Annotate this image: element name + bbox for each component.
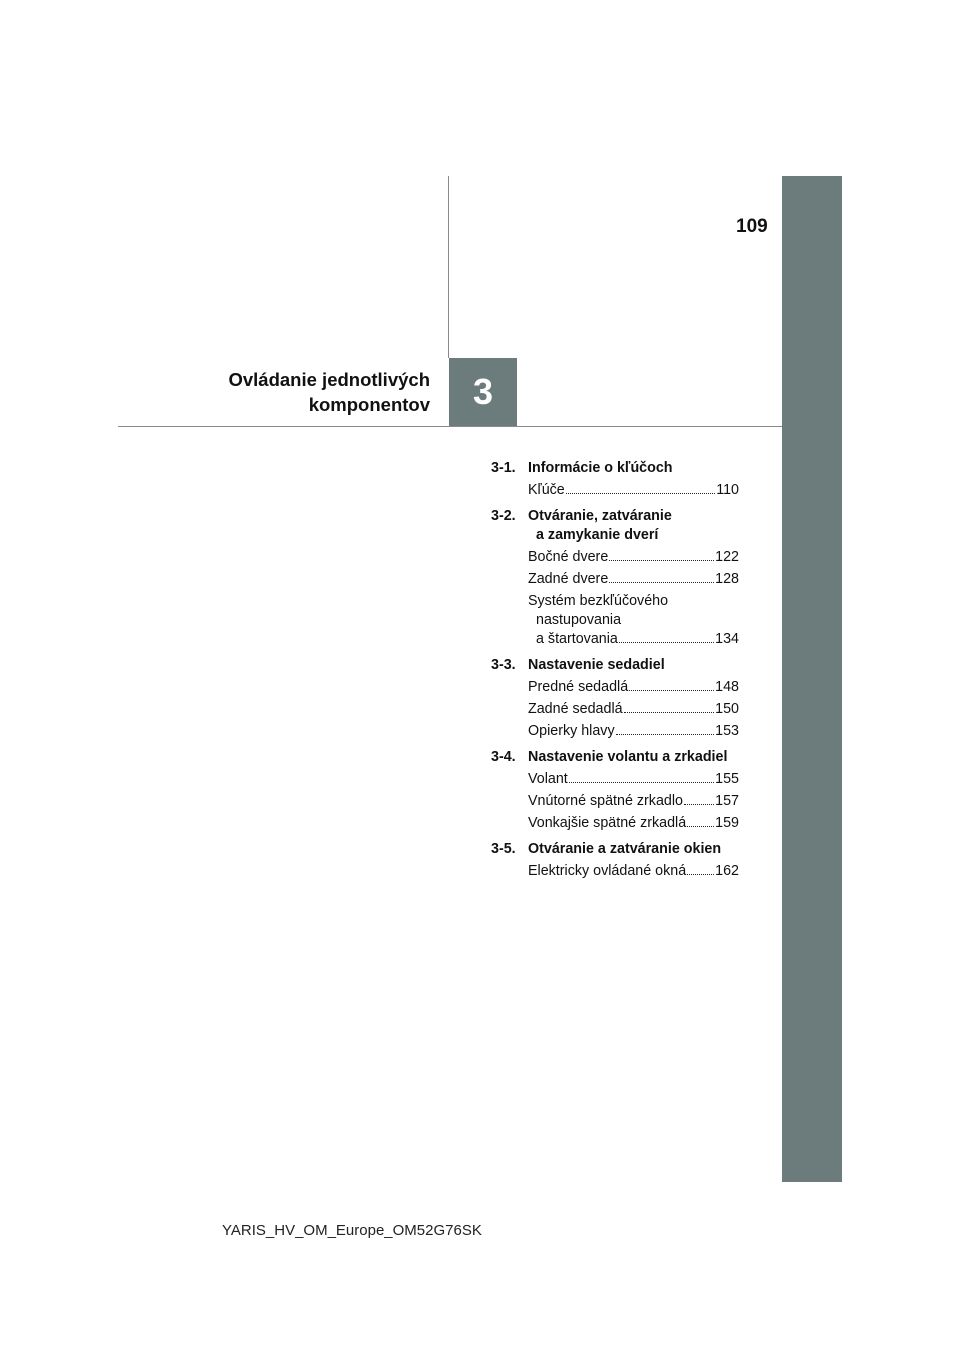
- dot-leader: [609, 582, 714, 583]
- vertical-rule: [448, 176, 449, 358]
- chapter-title-line: Ovládanie jednotlivých: [228, 369, 430, 390]
- section-title-line: a zamykanie dverí: [536, 527, 659, 543]
- section-title-line: Informácie o kľúčoch: [528, 460, 673, 476]
- section-title: [528, 656, 739, 675]
- section-heading[interactable]: [491, 459, 739, 478]
- entry-page-number: 153: [715, 723, 739, 739]
- chapter-title: [228, 367, 430, 417]
- entry-title: Vnútorné spätné zrkadlo: [528, 793, 683, 809]
- dot-leader: [687, 874, 714, 875]
- dot-leader: [624, 712, 715, 713]
- toc-entry[interactable]: [528, 722, 739, 741]
- entry-title: Kľúče: [528, 482, 565, 498]
- horizontal-rule: [118, 426, 782, 427]
- entry-title: Zadné sedadlá: [528, 701, 623, 717]
- table-of-contents: [491, 459, 739, 888]
- entry-title: Predné sedadlá: [528, 679, 629, 695]
- section-number: 3-2.: [491, 508, 516, 524]
- dot-leader: [684, 804, 714, 805]
- toc-entry[interactable]: [528, 700, 739, 719]
- entry-page-number: 148: [715, 679, 739, 695]
- section-title-line: Otváranie, zatváranie: [528, 508, 672, 524]
- section-title-line: Nastavenie volantu a zrkadiel: [528, 749, 728, 765]
- dot-leader: [687, 826, 714, 827]
- entry-title-line: nastupovania: [536, 612, 622, 628]
- chapter-title-line: komponentov: [308, 394, 430, 415]
- entry-title: Elektricky ovládané okná: [528, 863, 687, 879]
- section-title: [528, 459, 739, 478]
- entry-title: Volant: [528, 771, 568, 787]
- dot-leader: [619, 642, 714, 643]
- entry-title-line: Systém bezkľúčového: [528, 593, 669, 609]
- section-title: [528, 748, 739, 767]
- entry-page-number: 150: [715, 701, 739, 717]
- entry-title: Opierky hlavy: [528, 723, 615, 739]
- chapter-number: 3: [472, 371, 494, 412]
- toc-section: [491, 840, 739, 881]
- section-number: 3-4.: [491, 749, 516, 765]
- toc-entry[interactable]: [528, 862, 739, 881]
- toc-entry[interactable]: [528, 481, 739, 500]
- entry-title: Bočné dvere: [528, 549, 609, 565]
- entry-page-number: 134: [715, 631, 739, 647]
- page-number: 109: [736, 216, 768, 237]
- section-title: [528, 840, 739, 859]
- dot-leader: [609, 560, 714, 561]
- entry-page-number: 159: [715, 815, 739, 831]
- chapter-number-box: [449, 358, 517, 426]
- section-title-line: Nastavenie sedadiel: [528, 657, 665, 673]
- entry-page-number: 157: [715, 793, 739, 809]
- toc-section: [491, 748, 739, 833]
- dot-leader: [566, 493, 715, 494]
- section-heading[interactable]: [491, 507, 739, 545]
- section-heading[interactable]: [491, 748, 739, 767]
- toc-entry[interactable]: [528, 548, 739, 567]
- section-title: [528, 507, 739, 545]
- toc-entry[interactable]: [528, 792, 739, 811]
- entry-page-number: 155: [715, 771, 739, 787]
- entry-page-number: 122: [715, 549, 739, 565]
- toc-entry[interactable]: [528, 678, 739, 697]
- toc-entry[interactable]: [528, 592, 739, 649]
- entry-page-number: 128: [715, 571, 739, 587]
- footer-doc-id: YARIS_HV_OM_Europe_OM52G76SK: [222, 1222, 482, 1239]
- entry-page-number: 162: [715, 863, 739, 879]
- toc-entry[interactable]: [528, 770, 739, 789]
- section-number: 3-5.: [491, 841, 516, 857]
- dot-leader: [569, 782, 714, 783]
- section-heading[interactable]: [491, 656, 739, 675]
- toc-section: [491, 459, 739, 500]
- dot-leader: [616, 734, 715, 735]
- entry-title: a štartovania: [536, 631, 618, 647]
- section-number: 3-1.: [491, 460, 516, 476]
- toc-entry[interactable]: [528, 570, 739, 589]
- toc-section: [491, 507, 739, 649]
- toc-section: [491, 656, 739, 741]
- section-title-line: Otváranie a zatváranie okien: [528, 841, 722, 857]
- chapter-tab-bar: [782, 176, 842, 1182]
- section-number: 3-3.: [491, 657, 516, 673]
- dot-leader: [629, 690, 714, 691]
- section-heading[interactable]: [491, 840, 739, 859]
- entry-page-number: 110: [716, 482, 739, 498]
- entry-title: Zadné dvere: [528, 571, 609, 587]
- entry-title: Vonkajšie spätné zrkadlá: [528, 815, 687, 831]
- toc-entry[interactable]: [528, 814, 739, 833]
